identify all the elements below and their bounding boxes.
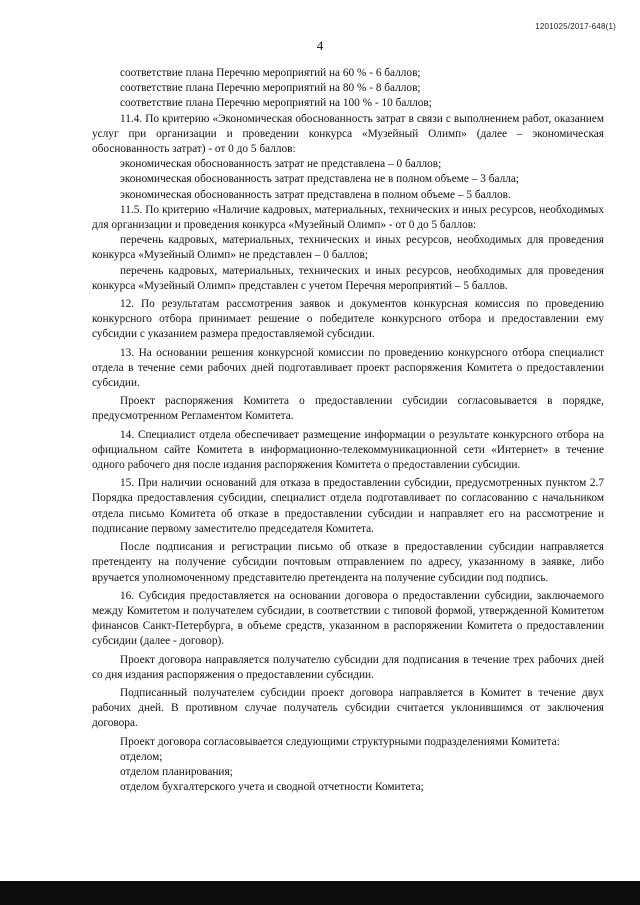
paragraph: соответствие плана Перечню мероприятий на 80 % - 8 баллов; bbox=[120, 82, 421, 95]
paragraph: экономическая обоснованность затрат представлена не в полном объеме – 3 балла; bbox=[120, 173, 519, 186]
paragraph: экономическая обоснованность затрат представлена в полном объеме – 5 баллов. bbox=[120, 188, 511, 201]
paragraph: 16. Субсидия предоставляется на основании договора о предоставлении субсидии, заключаемого между Комитетом и получателем субсидии, в соответствии с типовой формой, утвержденной Комитетом финансов Санкт-Петербурга, в объеме средств, указанном в распоряжении Комитета о предоставлении субсидии (далее - договор). bbox=[92, 589, 604, 648]
paragraph: перечень кадровых, материальных, технических и иных ресурсов, необходимых для проведения конкурса «Музейный Олимп» представлен с учетом Перечня мероприятий – 5 баллов. bbox=[92, 264, 604, 292]
paragraph: 11.4. По критерию «Экономическая обоснованность затрат в связи с выполнением работ, оказанием услуг при организации и проведении конкурса «Музейный Олимп» (далее – экономическая обоснованность затрат) - от 0 до 5 баллов: bbox=[92, 112, 604, 156]
paragraph: 11.5. По критерию «Наличие кадровых, материальных, технических и иных ресурсов, необходимых для организации и проведения конкурса «Музейный Олимп» - от 0 до 5 баллов: bbox=[92, 203, 604, 232]
paragraph: перечень кадровых, материальных, технических и иных ресурсов, необходимых для проведения конкурса «Музейный Олимп» не представлен – 0 баллов; bbox=[92, 234, 604, 262]
paragraph: соответствие плана Перечню мероприятий на 100 % - 10 баллов; bbox=[120, 97, 432, 110]
paragraph: Подписанный получателем субсидии проект договора направляется в Комитет в течение двух рабочих дней. В противном случае получатель субсидии считается уклонившимся от заключения договора. bbox=[92, 686, 604, 730]
paragraph: отделом планирования; bbox=[120, 765, 233, 778]
paragraph: 15. При наличии оснований для отказа в предоставлении субсидии, предусмотренных пунктом 2.7 Порядка предоставления субсидии, специалист отдела подготавливает по согласованию с начальником отдела письмо Комитета об отказе в предоставлении субсидии и направляет его на рассмотрение и подписание первому заместителю председателя Комитета. bbox=[92, 477, 604, 535]
paragraph: 13. На основании решения конкурсной комиссии по проведению конкурсного отбора специалист отдела в течение семи рабочих дней подготавливает проект распоряжения Комитета о предоставлении субсидии. bbox=[92, 346, 604, 390]
paragraph: Проект договора направляется получателю субсидии для подписания в течение трех рабочих дней со дня издания распоряжения о предоставлении субсидии. bbox=[92, 653, 604, 681]
paragraph: отделом бухгалтерского учета и сводной отчетности Комитета; bbox=[120, 781, 424, 794]
paragraph: 12. По результатам рассмотрения заявок и документов конкурсная комиссия по проведению конкурсного отбора принимает решение о победителе конкурсного отбора и предоставлении ему субсидии с указанием размера предоставляемой субсидии. bbox=[92, 298, 604, 341]
paragraph: отделом; bbox=[120, 750, 163, 763]
document-body bbox=[92, 66, 604, 795]
scan-edge-bar bbox=[0, 881, 640, 905]
page-number: 4 bbox=[316, 38, 324, 53]
document-id: 1201025/2017-648(1) bbox=[535, 22, 616, 31]
paragraph: После подписания и регистрации письмо об отказе в предоставлении субсидии направляется претенденту на получение субсидии почтовым отправлением по адресу, указанному в заявке, либо вручается уполномоченному представителю претендента на получение субсидии под подпись. bbox=[92, 541, 604, 584]
paragraph: 14. Специалист отдела обеспечивает размещение информации о результате конкурсного отбора на официальном сайте Комитета в информационно-телекоммуникационной сети «Интернет» в течение одного рабочего дня после издания распоряжения Комитета о предоставлении субсидии. bbox=[92, 428, 604, 472]
paragraph: соответствие плана Перечню мероприятий на 60 % - 6 баллов; bbox=[120, 67, 421, 79]
paragraph: Проект договора согласовывается следующими структурными подразделениями Комитета: bbox=[120, 735, 560, 748]
paragraph: экономическая обоснованность затрат не представлена – 0 баллов; bbox=[120, 158, 442, 171]
paragraph: Проект распоряжения Комитета о предоставлении субсидии согласовывается в порядке, предусмотренном Регламентом Комитета. bbox=[92, 395, 604, 423]
